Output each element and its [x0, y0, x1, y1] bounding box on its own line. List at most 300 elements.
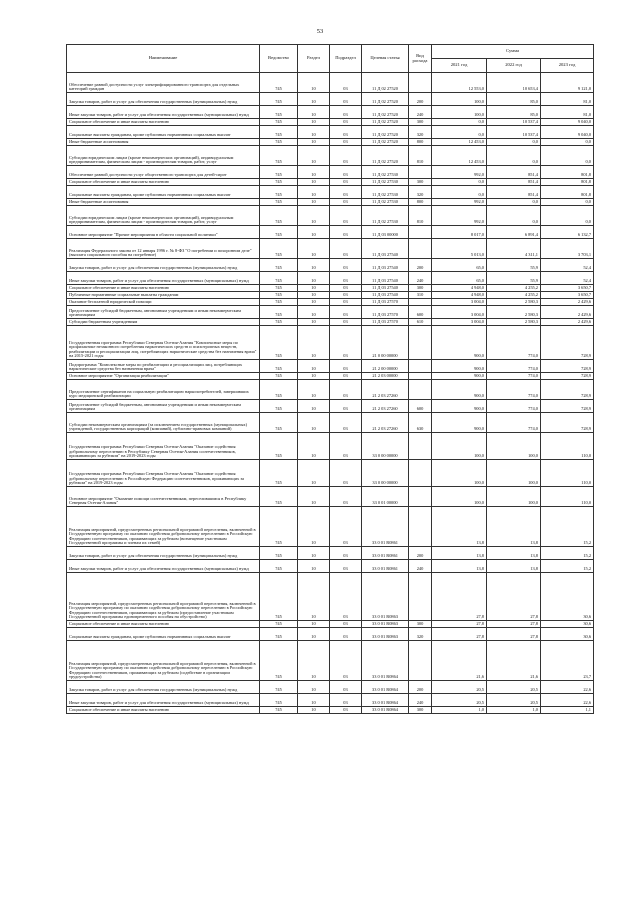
cell-2022: 100,0 [487, 460, 541, 487]
cell-subsection: 03 [330, 460, 362, 487]
cell-target: 11 Д 02 27520 [362, 93, 409, 106]
cell-subsection: 03 [330, 126, 362, 139]
cell-expense [409, 433, 432, 460]
cell-2021: 4 948,0 [432, 292, 487, 299]
cell-name: Иные бюджетные ассигнования [67, 199, 260, 206]
table-row [67, 272, 594, 285]
cell-2022: 6 891,4 [487, 226, 541, 239]
header-expense: Вид расхода [409, 45, 432, 73]
cell-2023: 728,9 [541, 360, 594, 373]
cell-subsection: 03 [330, 380, 362, 400]
cell-target: 11 Д 02 27530 [362, 179, 409, 186]
table-row [67, 487, 594, 507]
cell-section: 10 [298, 628, 330, 641]
cell-2023: 15,2 [541, 560, 594, 573]
cell-target: 33 0 01 R0861 [362, 507, 409, 547]
cell-target: 33 0 01 R0863 [362, 573, 409, 621]
cell-2022: 851,4 [487, 166, 541, 179]
cell-section: 10 [298, 707, 330, 714]
cell-2022: 0,0 [487, 139, 541, 146]
cell-ministry: 745 [260, 547, 298, 560]
cell-2021: 3 004,0 [432, 299, 487, 306]
cell-target: 21 2 00 00000 [362, 360, 409, 373]
table-row [67, 621, 594, 628]
cell-target: 11 Д 02 27520 [362, 139, 409, 146]
cell-ministry: 745 [260, 93, 298, 106]
cell-subsection: 03 [330, 139, 362, 146]
cell-section: 10 [298, 306, 330, 319]
cell-2023: 9 040,0 [541, 126, 594, 139]
cell-name: Закупка товаров, работ и услуг для обеспечения государственных (муниципальных) нужд [67, 93, 260, 106]
table-row [67, 239, 594, 259]
cell-target: 11 Д 02 27520 [362, 146, 409, 166]
cell-2023: 2 429,6 [541, 299, 594, 306]
cell-ministry: 745 [260, 106, 298, 119]
cell-target: 11 Д 02 27530 [362, 166, 409, 179]
header-2022: 2022 год [487, 59, 541, 73]
cell-section: 10 [298, 119, 330, 126]
table-row [67, 628, 594, 641]
cell-2023: 15,2 [541, 547, 594, 560]
cell-expense: 300 [409, 119, 432, 126]
cell-target: 11 Д 03 27570 [362, 319, 409, 326]
budget-table [66, 44, 594, 714]
cell-2021: 900,0 [432, 326, 487, 360]
cell-2022: 85,0 [487, 93, 541, 106]
cell-expense: 630 [409, 413, 432, 433]
cell-target: 11 Д 03 00000 [362, 226, 409, 239]
cell-name: Социальное обеспечение и иные выплаты населению [67, 707, 260, 714]
cell-name: Закупка товаров, работ и услуг для обеспечения государственных (муниципальных) нужд [67, 547, 260, 560]
table-row [67, 326, 594, 360]
cell-ministry: 745 [260, 285, 298, 292]
cell-section: 10 [298, 560, 330, 573]
cell-name: Социальные выплаты гражданам, кроме публичных нормативных социальных выплат [67, 186, 260, 199]
cell-section: 10 [298, 319, 330, 326]
cell-name: Социальное обеспечение и иные выплаты населению [67, 179, 260, 186]
cell-2022: 13,8 [487, 547, 541, 560]
cell-2023: 1,1 [541, 707, 594, 714]
table-row [67, 206, 594, 226]
cell-2021: 20,5 [432, 694, 487, 707]
cell-2023: 728,9 [541, 373, 594, 380]
cell-subsection: 03 [330, 226, 362, 239]
cell-expense: 610 [409, 319, 432, 326]
cell-2023: 0,0 [541, 139, 594, 146]
cell-2022: 774,0 [487, 400, 541, 413]
cell-name: Субсидии бюджетным учреждениям [67, 319, 260, 326]
cell-ministry: 745 [260, 621, 298, 628]
table-row [67, 226, 594, 239]
cell-2022: 851,4 [487, 179, 541, 186]
cell-expense: 240 [409, 272, 432, 285]
cell-subsection: 03 [330, 621, 362, 628]
cell-ministry: 745 [260, 326, 298, 360]
cell-2023: 2 429,6 [541, 306, 594, 319]
table-row [67, 73, 594, 93]
table-row [67, 199, 594, 206]
table-row [67, 119, 594, 126]
cell-subsection: 03 [330, 681, 362, 694]
cell-ministry: 745 [260, 239, 298, 259]
cell-target: 11 Д 02 27530 [362, 206, 409, 226]
cell-section: 10 [298, 621, 330, 628]
cell-ministry: 745 [260, 707, 298, 714]
cell-2022: 851,4 [487, 186, 541, 199]
cell-subsection: 03 [330, 73, 362, 93]
cell-section: 10 [298, 179, 330, 186]
cell-subsection: 03 [330, 400, 362, 413]
cell-section: 10 [298, 460, 330, 487]
cell-ministry: 745 [260, 433, 298, 460]
cell-ministry: 745 [260, 400, 298, 413]
cell-name: Государственная программа Республики Северная Осетия-Алания "Оказание содействия добровольному переселению в Российскую Федерацию соотечественников, проживающих за рубежом" на 2019-2023 годы [67, 460, 260, 487]
cell-2023: 30,6 [541, 621, 594, 628]
cell-target: 21 2 03 00000 [362, 373, 409, 380]
cell-2021: 13,8 [432, 507, 487, 547]
cell-expense: 300 [409, 621, 432, 628]
cell-ministry: 745 [260, 179, 298, 186]
cell-subsection: 03 [330, 360, 362, 373]
cell-name: Реализация Федерального закона от 12 января 1996 г. № 8-ФЗ "О погребении и похоронном деле" (выплата социального пособия на погребение) [67, 239, 260, 259]
cell-target: 33 0 01 R0864 [362, 681, 409, 694]
cell-target: 33 0 01 R0864 [362, 641, 409, 681]
table-row [67, 413, 594, 433]
cell-name: Государственная программа Республики Северная Осетия-Алания "Оказание содействия добровольному переселению в Республику Северная Осетия-Алания соотечественников, проживающих за рубежом" на 2019-2023 годы [67, 433, 260, 460]
cell-2022: 10 653,4 [487, 73, 541, 93]
cell-target: 11 Д 02 27520 [362, 73, 409, 93]
cell-2022: 27,8 [487, 628, 541, 641]
cell-2022: 27,8 [487, 573, 541, 621]
cell-section: 10 [298, 547, 330, 560]
cell-2023: 3 703,1 [541, 239, 594, 259]
cell-expense: 810 [409, 206, 432, 226]
table-row [67, 146, 594, 166]
cell-subsection: 03 [330, 239, 362, 259]
cell-expense [409, 73, 432, 93]
cell-2023: 728,9 [541, 380, 594, 400]
cell-2021: 992,0 [432, 206, 487, 226]
cell-target: 11 Д 03 27540 [362, 272, 409, 285]
cell-ministry: 745 [260, 413, 298, 433]
cell-name: Социальные выплаты гражданам, кроме публичных нормативных социальных выплат [67, 628, 260, 641]
cell-name: Основное мероприятие "Оказание помощи соотечественникам, переселившимся в Республику Северная Осетия-Алания" [67, 487, 260, 507]
cell-target: 11 Д 03 27540 [362, 239, 409, 259]
cell-2021: 992,0 [432, 199, 487, 206]
table-row [67, 186, 594, 199]
cell-section: 10 [298, 139, 330, 146]
cell-2022: 2 580,3 [487, 299, 541, 306]
cell-2022: 2 580,3 [487, 319, 541, 326]
cell-name: Иные закупки товаров, работ и услуг для обеспечения государственных (муниципальных) нужд [67, 560, 260, 573]
cell-section: 10 [298, 226, 330, 239]
cell-section: 10 [298, 206, 330, 226]
cell-2021: 65,0 [432, 259, 487, 272]
cell-expense: 600 [409, 400, 432, 413]
table-row [67, 179, 594, 186]
cell-expense [409, 326, 432, 360]
table-row [67, 292, 594, 299]
cell-name: Субсидии юридическим лицам (кроме некоммерческих организаций), индивидуальным предпринимателям, физическим лицам - производителям товаров, работ, услуг [67, 206, 260, 226]
cell-name: Иные закупки товаров, работ и услуг для обеспечения государственных (муниципальных) нужд [67, 272, 260, 285]
cell-2021: 1,0 [432, 707, 487, 714]
table-row [67, 360, 594, 373]
table-row [67, 166, 594, 179]
cell-subsection: 03 [330, 119, 362, 126]
cell-expense [409, 166, 432, 179]
cell-section: 10 [298, 73, 330, 93]
table-row [67, 707, 594, 714]
cell-2022: 10 537,4 [487, 119, 541, 126]
cell-2022: 4 255,2 [487, 285, 541, 292]
cell-section: 10 [298, 299, 330, 306]
cell-target: 33 0 01 R0863 [362, 628, 409, 641]
table-row [67, 319, 594, 326]
cell-2022: 13,8 [487, 560, 541, 573]
cell-section: 10 [298, 292, 330, 299]
table-row [67, 299, 594, 306]
cell-expense: 310 [409, 292, 432, 299]
cell-name: Реализация мероприятий, предусмотренных региональной программой переселения, включенной в Государственную программу по оказанию содействия добровольному переселению в Российскую Федерацию соотечественников, проживающих за рубежом (предоставление участникам Государственной программы единовременного пособия на обустройство) [67, 573, 260, 621]
cell-section: 10 [298, 93, 330, 106]
cell-2022: 774,0 [487, 360, 541, 373]
cell-target: 11 Д 03 27540 [362, 292, 409, 299]
cell-subsection: 03 [330, 560, 362, 573]
table-row [67, 380, 594, 400]
table-row [67, 433, 594, 460]
cell-2021: 4 948,0 [432, 285, 487, 292]
cell-subsection: 03 [330, 299, 362, 306]
cell-subsection: 03 [330, 413, 362, 433]
table-row [67, 460, 594, 487]
cell-2023: 22,6 [541, 681, 594, 694]
cell-target: 11 Д 03 27570 [362, 306, 409, 319]
cell-target: 21 0 00 00000 [362, 326, 409, 360]
cell-2022: 0,0 [487, 206, 541, 226]
cell-expense: 810 [409, 146, 432, 166]
cell-2022: 774,0 [487, 326, 541, 360]
cell-2023: 15,2 [541, 507, 594, 547]
cell-section: 10 [298, 106, 330, 119]
cell-2022: 55,9 [487, 259, 541, 272]
cell-name: Предоставление субсидий бюджетным, автономным учреждениям и иным некоммерческим организациям [67, 306, 260, 319]
cell-subsection: 03 [330, 93, 362, 106]
cell-ministry: 745 [260, 259, 298, 272]
cell-ministry: 745 [260, 641, 298, 681]
cell-2023: 9 121,0 [541, 73, 594, 93]
cell-section: 10 [298, 641, 330, 681]
header-ministry: Ведомство [260, 45, 298, 73]
cell-expense [409, 573, 432, 621]
cell-name: Основное мероприятие "Организация реабилитации" [67, 373, 260, 380]
cell-2023: 0,0 [541, 146, 594, 166]
cell-2022: 774,0 [487, 380, 541, 400]
cell-section: 10 [298, 400, 330, 413]
cell-ministry: 745 [260, 119, 298, 126]
table-row [67, 126, 594, 139]
cell-section: 10 [298, 507, 330, 547]
cell-2022: 21,6 [487, 641, 541, 681]
cell-expense: 200 [409, 547, 432, 560]
cell-2021: 27,8 [432, 573, 487, 621]
cell-section: 10 [298, 694, 330, 707]
cell-target: 11 Д 03 27540 [362, 285, 409, 292]
cell-target: 11 Д 03 27540 [362, 259, 409, 272]
cell-2022: 774,0 [487, 413, 541, 433]
cell-2021: 100,0 [432, 106, 487, 119]
table-body [67, 73, 594, 714]
table-row [67, 93, 594, 106]
cell-target: 33 0 01 R0864 [362, 694, 409, 707]
cell-2023: 52,4 [541, 272, 594, 285]
cell-ministry: 745 [260, 186, 298, 199]
table-row [67, 547, 594, 560]
cell-target: 11 Д 02 27520 [362, 106, 409, 119]
cell-2023: 52,4 [541, 259, 594, 272]
cell-2023: 728,9 [541, 326, 594, 360]
cell-expense: 200 [409, 93, 432, 106]
cell-2023: 801,8 [541, 179, 594, 186]
cell-target: 11 Д 02 27520 [362, 126, 409, 139]
cell-2021: 0,0 [432, 179, 487, 186]
cell-target: 33 0 00 00000 [362, 433, 409, 460]
cell-target: 11 Д 02 27530 [362, 199, 409, 206]
cell-section: 10 [298, 272, 330, 285]
cell-expense [409, 487, 432, 507]
cell-2021: 100,0 [432, 460, 487, 487]
cell-section: 10 [298, 166, 330, 179]
cell-ministry: 745 [260, 360, 298, 373]
cell-2021: 65,0 [432, 272, 487, 285]
cell-target: 33 0 00 00000 [362, 460, 409, 487]
cell-name: Субсидии юридическим лицам (кроме некоммерческих организаций), индивидуальным предпринимателям, физическим лицам - производителям товаров, работ, услуг [67, 146, 260, 166]
cell-subsection: 03 [330, 547, 362, 560]
cell-2021: 12 453,0 [432, 146, 487, 166]
cell-name: Закупка товаров, работ и услуг для обеспечения государственных (муниципальных) нужд [67, 681, 260, 694]
cell-2023: 3 650,7 [541, 292, 594, 299]
cell-2021: 21,6 [432, 641, 487, 681]
header-section: Раздел [298, 45, 330, 73]
cell-2022: 1,0 [487, 707, 541, 714]
header-name: Наименование [67, 45, 260, 73]
cell-name: Подпрограмма "Комплексные меры по реабилитации и ресоциализации лиц, потребляющих наркотические средства без назначения врача" [67, 360, 260, 373]
table-row [67, 681, 594, 694]
cell-expense [409, 373, 432, 380]
cell-name: Социальное обеспечение и иные выплаты населению [67, 621, 260, 628]
cell-name: Иные закупки товаров, работ и услуг для обеспечения государственных (муниципальных) нужд [67, 694, 260, 707]
cell-subsection: 03 [330, 326, 362, 360]
cell-section: 10 [298, 681, 330, 694]
cell-name: Оказание бесплатной юридической помощи [67, 299, 260, 306]
cell-2021: 100,0 [432, 433, 487, 460]
table-row [67, 641, 594, 681]
cell-name: Социальное обеспечение и иные выплаты населению [67, 285, 260, 292]
cell-section: 10 [298, 126, 330, 139]
cell-2022: 13,8 [487, 507, 541, 547]
cell-2021: 900,0 [432, 373, 487, 380]
budget-table-container [66, 44, 593, 714]
cell-2023: 81,0 [541, 93, 594, 106]
cell-2021: 900,0 [432, 400, 487, 413]
cell-2023: 0,0 [541, 206, 594, 226]
cell-expense [409, 380, 432, 400]
cell-ministry: 745 [260, 573, 298, 621]
cell-section: 10 [298, 413, 330, 433]
cell-subsection: 03 [330, 628, 362, 641]
cell-expense [409, 239, 432, 259]
cell-target: 21 2 03 27260 [362, 380, 409, 400]
cell-subsection: 03 [330, 507, 362, 547]
table-row [67, 373, 594, 380]
cell-2023: 110,0 [541, 460, 594, 487]
cell-ministry: 745 [260, 166, 298, 179]
cell-target: 11 Д 02 27530 [362, 186, 409, 199]
cell-ministry: 745 [260, 319, 298, 326]
cell-ministry: 745 [260, 460, 298, 487]
cell-expense [409, 641, 432, 681]
cell-2023: 110,0 [541, 433, 594, 460]
cell-2022: 100,0 [487, 487, 541, 507]
cell-name: Реализация мероприятий, предусмотренных региональной программой переселения, включенной в Государственную программу по оказанию содействия добровольному переселению в Российскую Федерацию соотечественников, проживающих за рубежом (возмещение участникам Государственной программы и членам их семей) [67, 507, 260, 547]
cell-expense: 300 [409, 707, 432, 714]
cell-name: Реализация мероприятий, предусмотренных региональной программой переселения, включенной в Государственную программу по оказанию содействия добровольному переселению в Российскую Федерацию соотечественников, проживающих за рубежом (содействие в организации трудоустройства) [67, 641, 260, 681]
cell-expense: 320 [409, 628, 432, 641]
cell-subsection: 03 [330, 166, 362, 179]
cell-2021: 27,8 [432, 628, 487, 641]
cell-2021: 3 004,0 [432, 306, 487, 319]
cell-2023: 22,6 [541, 694, 594, 707]
cell-2021: 100,0 [432, 487, 487, 507]
cell-expense [409, 226, 432, 239]
cell-ministry: 745 [260, 628, 298, 641]
cell-section: 10 [298, 199, 330, 206]
cell-target: 33 0 01 R0861 [362, 560, 409, 573]
cell-ministry: 745 [260, 73, 298, 93]
cell-target: 33 0 01 R0863 [362, 621, 409, 628]
cell-subsection: 03 [330, 272, 362, 285]
table-row [67, 306, 594, 319]
cell-ministry: 745 [260, 126, 298, 139]
cell-2023: 6 132,7 [541, 226, 594, 239]
cell-2022: 20,5 [487, 694, 541, 707]
cell-2023: 9 040,0 [541, 119, 594, 126]
cell-ministry: 745 [260, 299, 298, 306]
cell-subsection: 03 [330, 186, 362, 199]
cell-2021: 992,0 [432, 166, 487, 179]
cell-section: 10 [298, 259, 330, 272]
cell-ministry: 745 [260, 206, 298, 226]
cell-target: 11 Д 03 27570 [362, 299, 409, 306]
cell-target: 21 2 03 27260 [362, 400, 409, 413]
cell-2021: 900,0 [432, 413, 487, 433]
cell-2022: 4 255,2 [487, 292, 541, 299]
cell-name: Социальные выплаты гражданам, кроме публичных нормативных социальных выплат [67, 126, 260, 139]
header-sum: Сумма [432, 45, 594, 59]
cell-expense: 800 [409, 199, 432, 206]
cell-2023: 2 429,6 [541, 319, 594, 326]
cell-expense: 240 [409, 560, 432, 573]
cell-ministry: 745 [260, 139, 298, 146]
cell-expense: 240 [409, 694, 432, 707]
cell-subsection: 03 [330, 285, 362, 292]
cell-ministry: 745 [260, 199, 298, 206]
cell-expense [409, 360, 432, 373]
cell-2022: 27,8 [487, 621, 541, 628]
cell-section: 10 [298, 433, 330, 460]
cell-expense: 800 [409, 139, 432, 146]
cell-name: Социальное обеспечение и иные выплаты населению [67, 119, 260, 126]
cell-2023: 110,0 [541, 487, 594, 507]
